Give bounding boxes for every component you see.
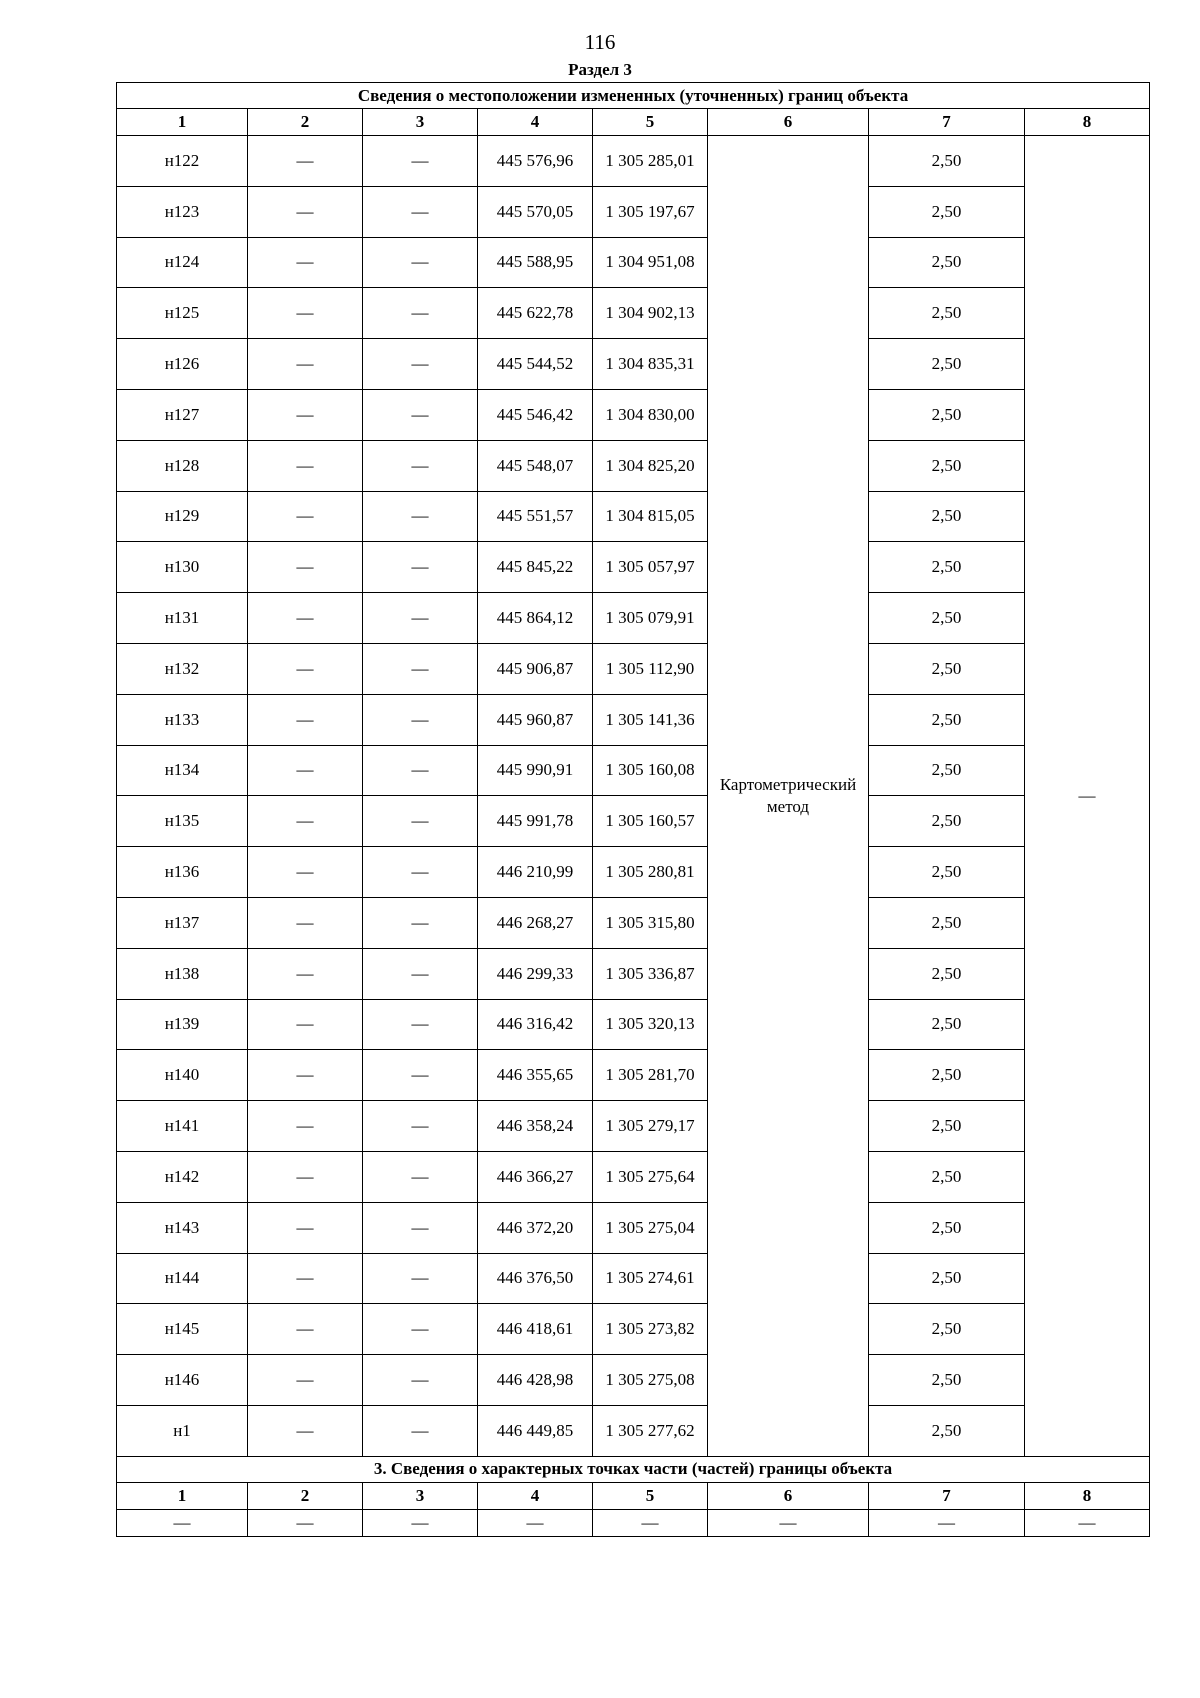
table-caption: Сведения о местоположении измененных (уточненных) границ объекта (117, 83, 1150, 109)
y-coordinate-cell: 1 305 112,90 (593, 643, 708, 694)
accuracy-cell: 2,50 (869, 491, 1025, 542)
accuracy-cell: 2,50 (869, 1304, 1025, 1355)
y-coordinate-cell: 1 305 273,82 (593, 1304, 708, 1355)
point-number-cell: н1 (117, 1405, 248, 1456)
y-coordinate-cell: 1 305 141,36 (593, 694, 708, 745)
accuracy-cell: 2,50 (869, 1050, 1025, 1101)
table-row (117, 643, 1150, 694)
column-number: 3 (363, 109, 478, 136)
column-number: 2 (248, 1482, 363, 1509)
table-caption-row (117, 83, 1150, 109)
y-coordinate-cell: 1 305 285,01 (593, 136, 708, 187)
point-number-cell: н123 (117, 186, 248, 237)
point-number-cell: н145 (117, 1304, 248, 1355)
y-coordinate-cell: 1 305 315,80 (593, 897, 708, 948)
point-number-cell: н129 (117, 491, 248, 542)
table-row (117, 1355, 1150, 1406)
y-coordinate-cell: 1 304 951,08 (593, 237, 708, 288)
accuracy-cell: 2,50 (869, 1202, 1025, 1253)
y-coordinate-cell: 1 305 079,91 (593, 593, 708, 644)
accuracy-cell: 2,50 (869, 186, 1025, 237)
accuracy-cell: 2,50 (869, 694, 1025, 745)
accuracy-cell: 2,50 (869, 1253, 1025, 1304)
column-number: 1 (117, 109, 248, 136)
table-cell: — (363, 491, 478, 542)
table-cell: — (248, 339, 363, 390)
table-row (117, 1151, 1150, 1202)
x-coordinate-cell: 445 546,42 (478, 389, 593, 440)
table-cell: — (248, 542, 363, 593)
table-cell: — (363, 1253, 478, 1304)
y-coordinate-cell: 1 305 279,17 (593, 1101, 708, 1152)
table-cell: — (248, 593, 363, 644)
table-row (117, 847, 1150, 898)
table-cell: — (248, 237, 363, 288)
table-row (117, 339, 1150, 390)
table-cell: — (248, 288, 363, 339)
accuracy-cell: 2,50 (869, 1405, 1025, 1456)
x-coordinate-cell: 446 366,27 (478, 1151, 593, 1202)
accuracy-cell: 2,50 (869, 237, 1025, 288)
y-coordinate-cell: 1 304 830,00 (593, 389, 708, 440)
table-body (117, 83, 1150, 1537)
y-coordinate-cell: 1 305 320,13 (593, 999, 708, 1050)
point-number-cell: н126 (117, 339, 248, 390)
x-coordinate-cell: 445 991,78 (478, 796, 593, 847)
table-cell: — (248, 389, 363, 440)
section2-data-row (117, 1509, 1150, 1536)
accuracy-cell: 2,50 (869, 542, 1025, 593)
accuracy-cell: 2,50 (869, 745, 1025, 796)
table-cell: — (248, 1405, 363, 1456)
table-row (117, 694, 1150, 745)
y-coordinate-cell: 1 305 281,70 (593, 1050, 708, 1101)
column-number: 1 (117, 1482, 248, 1509)
table-cell: — (248, 745, 363, 796)
table-cell: — (363, 1050, 478, 1101)
table-cell: — (363, 288, 478, 339)
table-cell: — (363, 897, 478, 948)
point-number-cell: н141 (117, 1101, 248, 1152)
x-coordinate-cell: 445 588,95 (478, 237, 593, 288)
table-cell: — (363, 389, 478, 440)
x-coordinate-cell: 445 576,96 (478, 136, 593, 187)
x-coordinate-cell: 445 570,05 (478, 186, 593, 237)
table-row (117, 186, 1150, 237)
section2-column-numbers-row (117, 1482, 1150, 1509)
accuracy-cell: 2,50 (869, 288, 1025, 339)
y-coordinate-cell: 1 305 160,08 (593, 745, 708, 796)
accuracy-cell: 2,50 (869, 593, 1025, 644)
table-cell: — (248, 694, 363, 745)
table-cell: — (869, 1509, 1025, 1536)
x-coordinate-cell: 446 376,50 (478, 1253, 593, 1304)
table-cell: — (363, 1405, 478, 1456)
table-cell: — (248, 897, 363, 948)
accuracy-cell: 2,50 (869, 136, 1025, 187)
point-number-cell: н122 (117, 136, 248, 187)
table-cell: — (593, 1509, 708, 1536)
column-number: 5 (593, 1482, 708, 1509)
x-coordinate-cell: 446 372,20 (478, 1202, 593, 1253)
table-cell: — (248, 1101, 363, 1152)
point-number-cell: н138 (117, 948, 248, 999)
table-cell: — (363, 643, 478, 694)
point-number-cell: н144 (117, 1253, 248, 1304)
table-row (117, 1405, 1150, 1456)
column-number: 6 (708, 1482, 869, 1509)
column-number: 6 (708, 109, 869, 136)
point-number-cell: н130 (117, 542, 248, 593)
table-cell: — (363, 542, 478, 593)
accuracy-cell: 2,50 (869, 339, 1025, 390)
table-cell: — (363, 948, 478, 999)
boundary-points-table (116, 82, 1150, 1537)
column-number: 7 (869, 1482, 1025, 1509)
accuracy-cell: 2,50 (869, 1101, 1025, 1152)
table-cell: — (363, 999, 478, 1050)
table-cell: — (248, 1151, 363, 1202)
section-title: Раздел 3 (568, 60, 632, 79)
accuracy-cell: 2,50 (869, 1151, 1025, 1202)
table-row (117, 593, 1150, 644)
point-number-cell: н125 (117, 288, 248, 339)
column-number: 8 (1025, 1482, 1150, 1509)
x-coordinate-cell: 445 864,12 (478, 593, 593, 644)
point-number-cell: н142 (117, 1151, 248, 1202)
table-cell: — (363, 745, 478, 796)
table-cell: — (1025, 1509, 1150, 1536)
accuracy-cell: 2,50 (869, 796, 1025, 847)
x-coordinate-cell: 445 548,07 (478, 440, 593, 491)
point-number-cell: н133 (117, 694, 248, 745)
point-number-cell: н146 (117, 1355, 248, 1406)
x-coordinate-cell: 445 906,87 (478, 643, 593, 694)
x-coordinate-cell: 446 418,61 (478, 1304, 593, 1355)
table-cell: — (363, 1101, 478, 1152)
method-cell: Картометрический метод (708, 136, 869, 1457)
accuracy-cell: 2,50 (869, 389, 1025, 440)
y-coordinate-cell: 1 305 057,97 (593, 542, 708, 593)
table-row (117, 136, 1150, 187)
table-cell: — (248, 1050, 363, 1101)
table-cell: — (363, 237, 478, 288)
table-cell: — (363, 694, 478, 745)
table-cell: — (478, 1509, 593, 1536)
y-coordinate-cell: 1 304 815,05 (593, 491, 708, 542)
table-cell: — (708, 1509, 869, 1536)
column-number: 2 (248, 109, 363, 136)
table-cell: — (248, 1202, 363, 1253)
y-coordinate-cell: 1 305 275,08 (593, 1355, 708, 1406)
table-cell: — (363, 593, 478, 644)
table-row (117, 440, 1150, 491)
table-row (117, 237, 1150, 288)
table-cell: — (363, 339, 478, 390)
table-cell: — (363, 136, 478, 187)
point-number-cell: н134 (117, 745, 248, 796)
column-number: 7 (869, 109, 1025, 136)
table-row (117, 491, 1150, 542)
table-row (117, 542, 1150, 593)
table-cell: — (248, 1253, 363, 1304)
point-number-cell: н137 (117, 897, 248, 948)
page-number: 116 (584, 30, 616, 54)
table-row (117, 1050, 1150, 1101)
table-cell: — (117, 1509, 248, 1536)
table-row (117, 1202, 1150, 1253)
y-coordinate-cell: 1 305 160,57 (593, 796, 708, 847)
accuracy-cell: 2,50 (869, 643, 1025, 694)
x-coordinate-cell: 445 544,52 (478, 339, 593, 390)
table-cell: — (363, 847, 478, 898)
table-cell: — (248, 1304, 363, 1355)
table-row (117, 288, 1150, 339)
table-cell: — (248, 999, 363, 1050)
x-coordinate-cell: 445 990,91 (478, 745, 593, 796)
table-row (117, 948, 1150, 999)
point-number-cell: н136 (117, 847, 248, 898)
point-number-cell: н124 (117, 237, 248, 288)
x-coordinate-cell: 445 551,57 (478, 491, 593, 542)
point-number-cell: н127 (117, 389, 248, 440)
x-coordinate-cell: 445 960,87 (478, 694, 593, 745)
accuracy-cell: 2,50 (869, 897, 1025, 948)
column-number: 3 (363, 1482, 478, 1509)
accuracy-cell: 2,50 (869, 1355, 1025, 1406)
x-coordinate-cell: 446 358,24 (478, 1101, 593, 1152)
point-number-cell: н139 (117, 999, 248, 1050)
x-coordinate-cell: 445 845,22 (478, 542, 593, 593)
table-cell: — (363, 1355, 478, 1406)
table-cell: — (248, 136, 363, 187)
table-row (117, 999, 1150, 1050)
section2-caption: 3. Сведения о характерных точках части (частей) границы объекта (117, 1456, 1150, 1482)
x-coordinate-cell: 446 449,85 (478, 1405, 593, 1456)
table-cell: — (248, 491, 363, 542)
x-coordinate-cell: 446 210,99 (478, 847, 593, 898)
point-number-cell: н135 (117, 796, 248, 847)
table-row (117, 796, 1150, 847)
x-coordinate-cell: 446 355,65 (478, 1050, 593, 1101)
y-coordinate-cell: 1 305 336,87 (593, 948, 708, 999)
table-row (117, 389, 1150, 440)
table-cell: — (363, 440, 478, 491)
table-cell: — (248, 643, 363, 694)
table-row (117, 1253, 1150, 1304)
table-cell: — (248, 1355, 363, 1406)
table-row (117, 1304, 1150, 1355)
accuracy-cell: 2,50 (869, 440, 1025, 491)
table-cell: — (363, 1151, 478, 1202)
table-cell: — (248, 440, 363, 491)
column-number: 4 (478, 1482, 593, 1509)
table-cell: — (363, 186, 478, 237)
table-row (117, 745, 1150, 796)
x-coordinate-cell: 445 622,78 (478, 288, 593, 339)
table-cell: — (248, 796, 363, 847)
table-cell: — (363, 1304, 478, 1355)
point-number-cell: н131 (117, 593, 248, 644)
x-coordinate-cell: 446 428,98 (478, 1355, 593, 1406)
accuracy-cell: 2,50 (869, 999, 1025, 1050)
column-number: 5 (593, 109, 708, 136)
accuracy-cell: 2,50 (869, 948, 1025, 999)
x-coordinate-cell: 446 268,27 (478, 897, 593, 948)
point-number-cell: н128 (117, 440, 248, 491)
point-number-cell: н140 (117, 1050, 248, 1101)
y-coordinate-cell: 1 305 197,67 (593, 186, 708, 237)
y-coordinate-cell: 1 305 277,62 (593, 1405, 708, 1456)
column-numbers-row (117, 109, 1150, 136)
table-cell: — (248, 186, 363, 237)
table-cell: — (248, 948, 363, 999)
point-number-cell: н132 (117, 643, 248, 694)
column-number: 4 (478, 109, 593, 136)
y-coordinate-cell: 1 304 825,20 (593, 440, 708, 491)
table-cell: — (363, 1202, 478, 1253)
table-cell: — (248, 847, 363, 898)
y-coordinate-cell: 1 305 274,61 (593, 1253, 708, 1304)
accuracy-cell: 2,50 (869, 847, 1025, 898)
y-coordinate-cell: 1 304 902,13 (593, 288, 708, 339)
y-coordinate-cell: 1 305 275,64 (593, 1151, 708, 1202)
table-cell: — (363, 1509, 478, 1536)
y-coordinate-cell: 1 304 835,31 (593, 339, 708, 390)
point-number-cell: н143 (117, 1202, 248, 1253)
table-row (117, 897, 1150, 948)
x-coordinate-cell: 446 299,33 (478, 948, 593, 999)
table-row (117, 1101, 1150, 1152)
section2-caption-row (117, 1456, 1150, 1482)
y-coordinate-cell: 1 305 275,04 (593, 1202, 708, 1253)
column-number: 8 (1025, 109, 1150, 136)
x-coordinate-cell: 446 316,42 (478, 999, 593, 1050)
y-coordinate-cell: 1 305 280,81 (593, 847, 708, 898)
table-cell: — (248, 1509, 363, 1536)
table-cell: — (363, 796, 478, 847)
column8-cell: — (1025, 136, 1150, 1457)
